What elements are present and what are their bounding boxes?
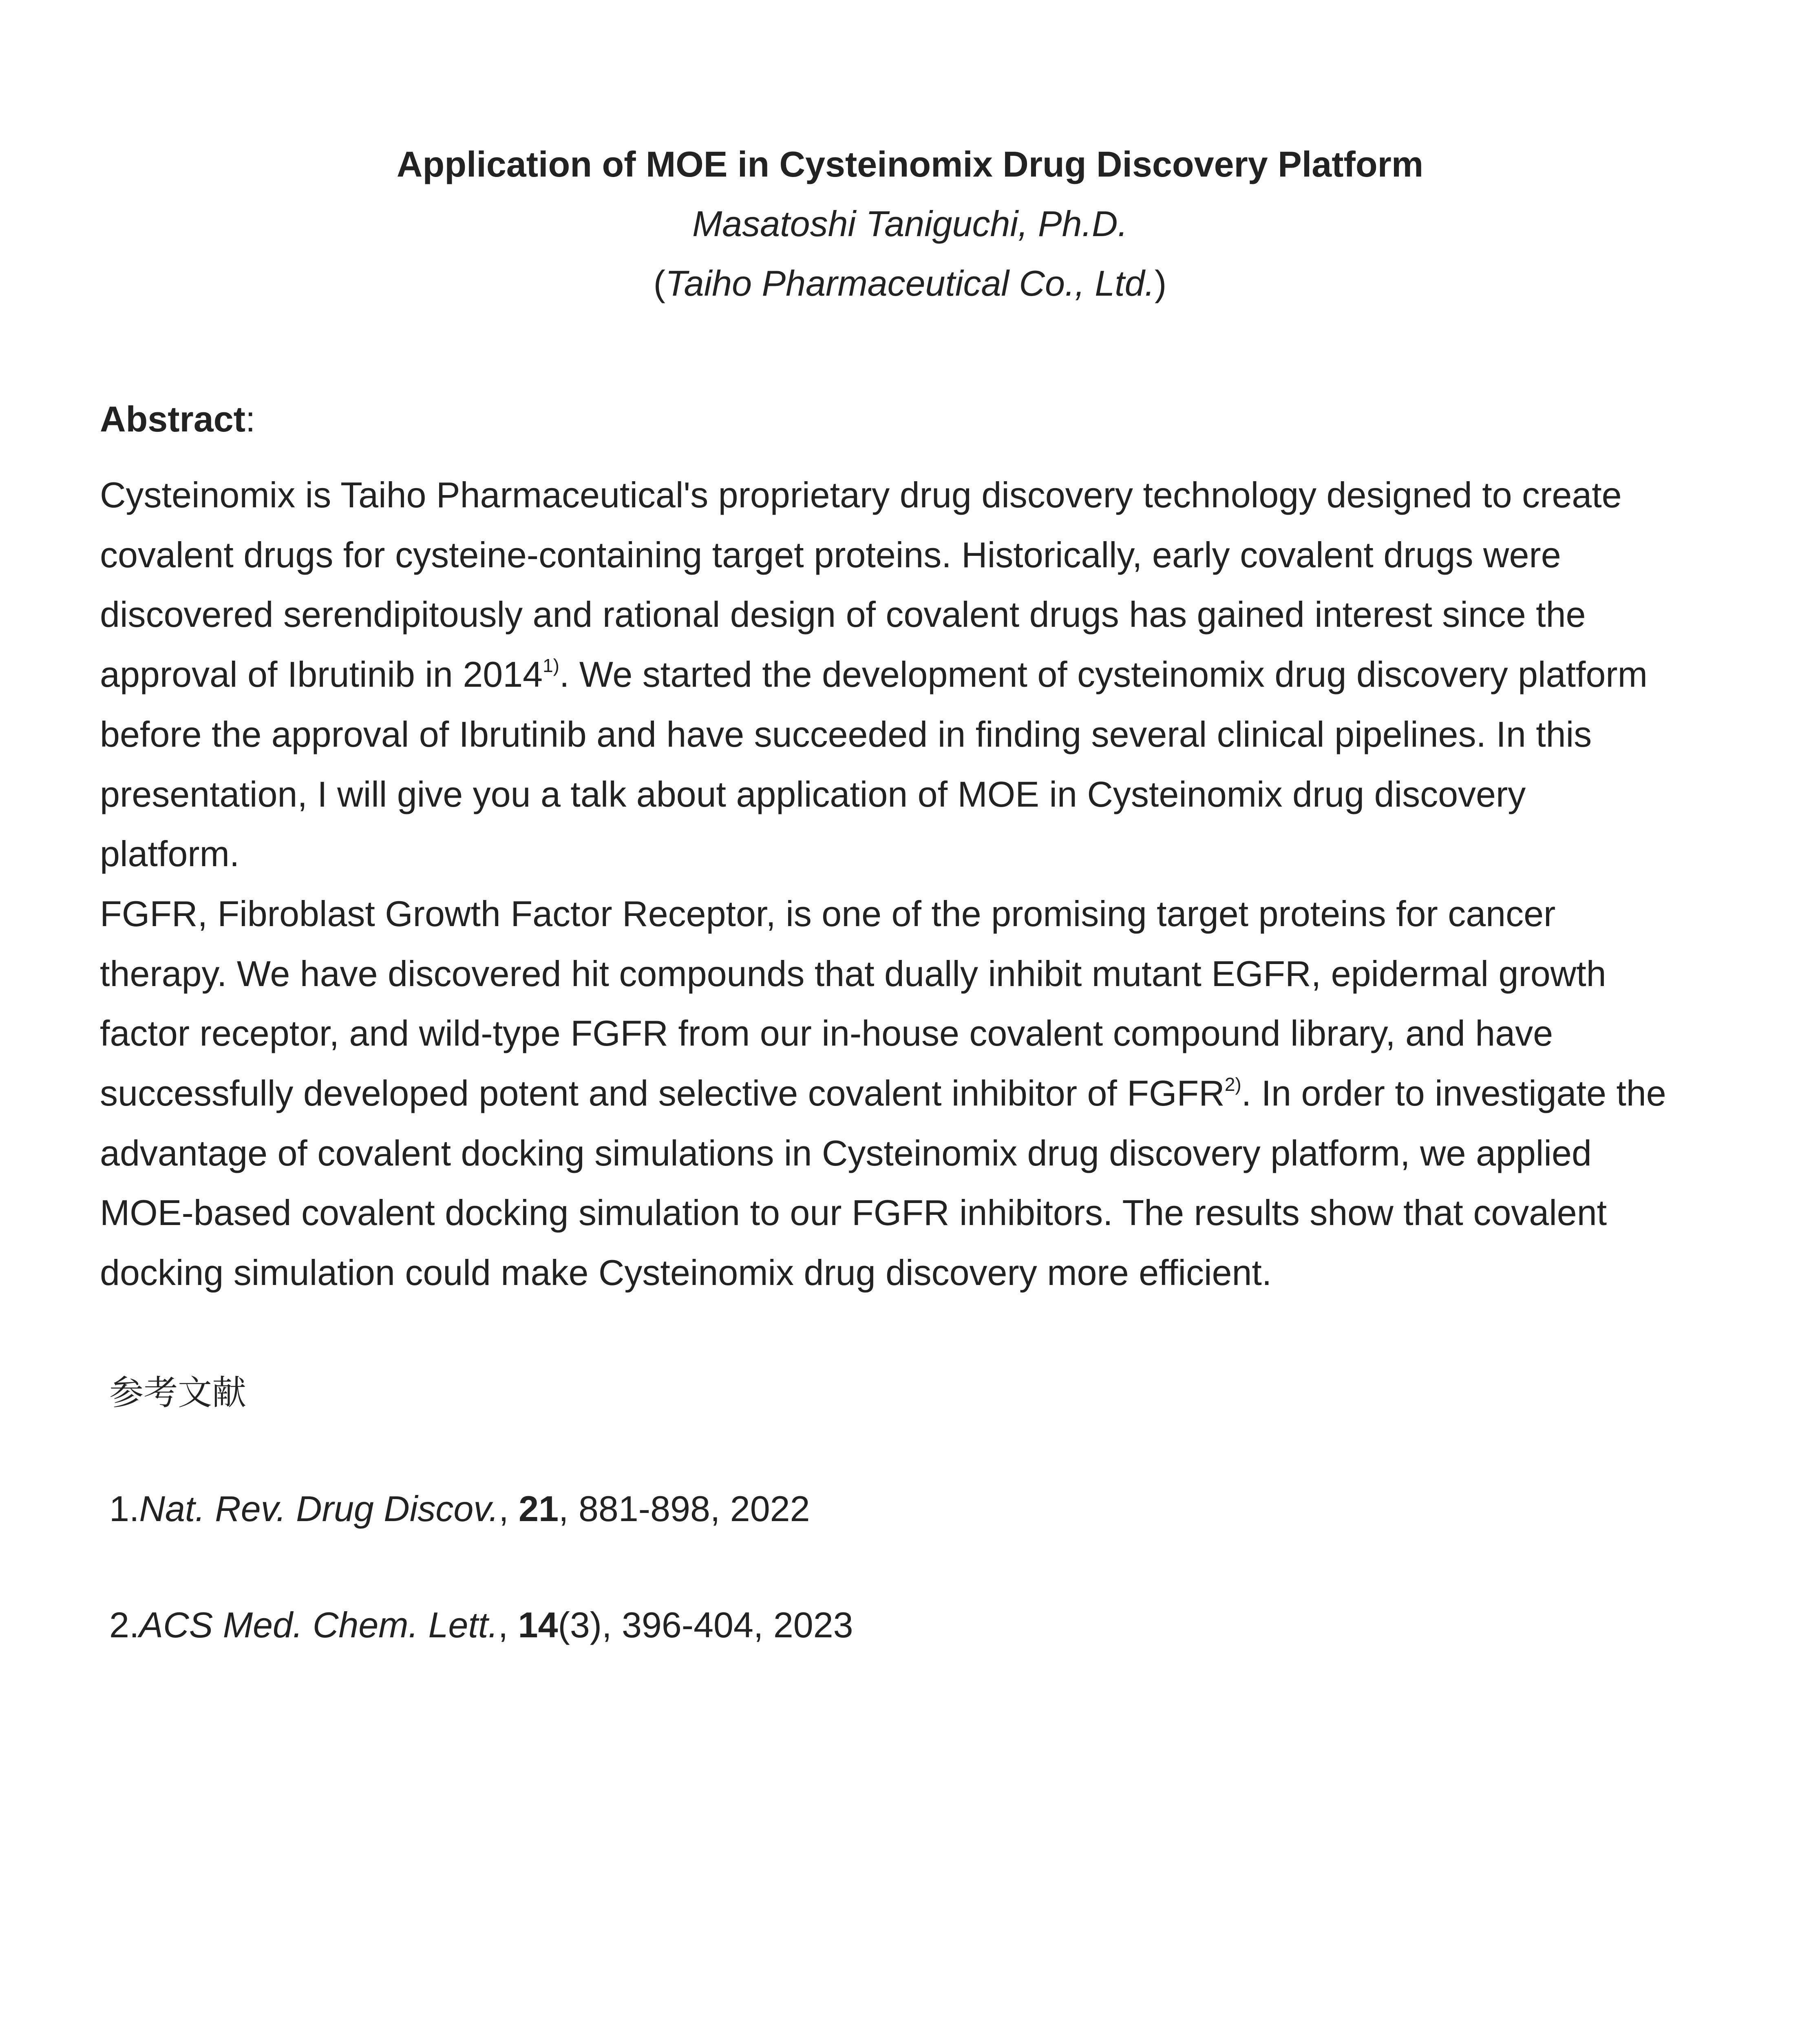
abstract-p2-line-4 xyxy=(100,1064,1731,1123)
abstract-p2-line-3: factor receptor, and wild-type FGFR from our in-house covalent compound library, and have xyxy=(100,1013,1553,1054)
document-title: Application of MOE in Cysteinomix Drug Discovery Platform xyxy=(396,144,1424,184)
affiliation-open-paren: ( xyxy=(653,263,665,303)
reference-separator: , xyxy=(499,1488,519,1529)
reference-journal: Nat. Rev. Drug Discov. xyxy=(139,1488,499,1529)
reference-details: , 881-898, 2022 xyxy=(559,1488,810,1529)
reference-number: 2. xyxy=(109,1605,139,1645)
abstract-p1-line-4 xyxy=(100,645,1731,705)
reference-volume: 14 xyxy=(518,1605,558,1645)
abstract-paragraph-2 xyxy=(100,884,1731,1303)
citation-marker-1: 1) xyxy=(543,655,559,676)
reference-details: (3), 396-404, 2023 xyxy=(558,1605,853,1645)
abstract-p2-line-5: advantage of covalent docking simulations in Cysteinomix drug discovery platform, we applied xyxy=(100,1132,1592,1173)
reference-volume: 21 xyxy=(519,1488,559,1529)
abstract-p1-line-4-start: approval of Ibrutinib in 2014 xyxy=(100,654,543,695)
abstract-paragraph-1 xyxy=(100,465,1731,884)
reference-separator: , xyxy=(498,1605,518,1645)
citation-marker-2: 2) xyxy=(1224,1073,1241,1095)
reference-journal: ACS Med. Chem. Lett. xyxy=(139,1605,498,1645)
references-section xyxy=(109,1368,1699,1717)
author-affiliation xyxy=(0,254,1820,313)
abstract-p1-line-1: Cysteinomix is Taiho Pharmaceutical's proprietary drug discovery technology designed to create xyxy=(100,475,1622,515)
abstract-p1-line-7: platform. xyxy=(100,834,240,874)
abstract-section xyxy=(100,389,1731,1303)
abstract-p2-line-1: FGFR, Fibroblast Growth Factor Receptor, is one of the promising target proteins for cancer xyxy=(100,893,1556,934)
reference-item-2 xyxy=(109,1601,1699,1650)
reference-number: 1. xyxy=(109,1488,139,1529)
abstract-p1-line-6: presentation, I will give you a talk about application of MOE in Cysteinomix drug discovery xyxy=(100,774,1526,814)
abstract-p1-line-3: discovered serendipitously and rational design of covalent drugs has gained interest since the xyxy=(100,594,1586,635)
abstract-p1-line-2: covalent drugs for cysteine-containing target proteins. Historically, early covalent drugs were xyxy=(100,534,1561,575)
abstract-heading xyxy=(100,389,1731,449)
affiliation-close-paren: ) xyxy=(1155,263,1167,303)
reference-item-1 xyxy=(109,1484,1699,1533)
abstract-p2-line-6: MOE-based covalent docking simulation to our FGFR inhibitors. The results show that covalent xyxy=(100,1192,1607,1233)
author-name: Masatoshi Taniguchi, Ph.D. xyxy=(692,203,1128,244)
abstract-p1-line-4-end: . We started the development of cysteinomix drug discovery platform xyxy=(559,654,1648,695)
abstract-heading-label: Abstract xyxy=(100,399,245,439)
references-heading: 参考文献 xyxy=(109,1373,247,1413)
abstract-p2-line-7: docking simulation could make Cysteinomix drug discovery more efficient. xyxy=(100,1252,1272,1293)
abstract-p1-line-5: before the approval of Ibrutinib and have succeeded in finding several clinical pipelines. In this xyxy=(100,714,1592,754)
abstract-p2-line-4-start: successfully developed potent and selective covalent inhibitor of FGFR xyxy=(100,1073,1225,1114)
abstract-p2-line-4-end: . In order to investigate the xyxy=(1241,1073,1666,1114)
affiliation-name: Taiho Pharmaceutical Co., Ltd. xyxy=(665,263,1155,303)
document-header xyxy=(0,135,1820,313)
abstract-heading-colon: : xyxy=(245,399,256,439)
abstract-p2-line-2: therapy. We have discovered hit compounds that dually inhibit mutant EGFR, epidermal growth xyxy=(100,953,1606,994)
